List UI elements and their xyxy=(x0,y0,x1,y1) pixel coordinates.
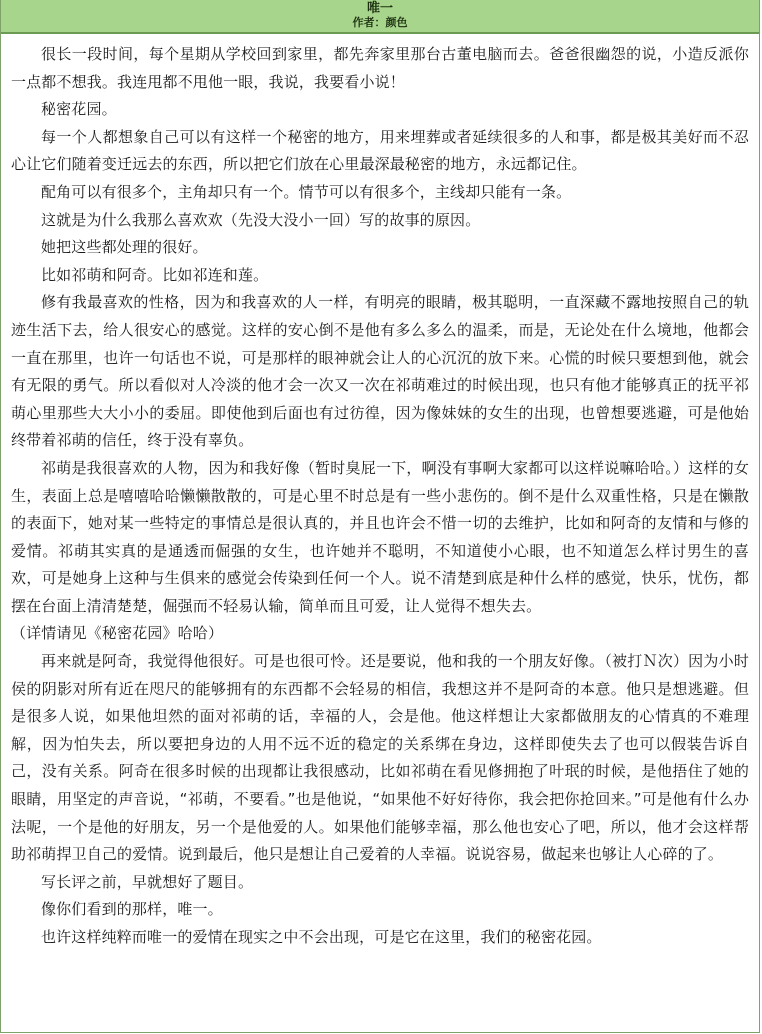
paragraph-note: （详情请见《秘密花园》哈哈） xyxy=(11,624,224,643)
paragraph: 像你们看到的那样，唯一。 xyxy=(41,900,223,919)
paragraph: 修有我最喜欢的性格，因为和我喜欢的人一样，有明亮的眼睛，极其聪明，一直深藏不露地按照自己的轨迹生活下去，给人很安心的感觉。这样的安心倒不是他有多么多么的温柔，而是，无论处在什么境地，他都会一直在那里，也许一句话也不说，可是那样的眼神就会让人的心沉沉的放下来。心慌的时候只要想到他，就会有无限的勇气。所以看似对人冷淡的他才会一次又一次在祁萌难过的时候出现，也只有他才能够真正的抚平祁萌心里那些大大小小的委屈。即使他到后面也有过彷徨，因为像妹妹的女生的出现，也曾想要逃避，可是他始终带着祁萌的信任，终于没有辜负。 xyxy=(11,293,749,450)
paragraph: 比如祁萌和阿奇。比如祁连和莲。 xyxy=(41,265,269,284)
paragraph: 很长一段时间，每个星期从学校回到家里，都先奔家里那台古董电脑而去。爸爸很幽怨的说，小造反派你一点都不想我。我连甩都不甩他一眼，我说，我要看小说！ xyxy=(11,45,749,91)
paragraph: 每一个人都想象自己可以有这样一个秘密的地方，用来埋葬或者延续很多的人和事，都是极其美好而不忍心让它们随着变迁远去的东西，所以把它们放在心里最深最秘密的地方，永远都记住。 xyxy=(11,127,749,174)
paragraph: 写长评之前，早就想好了题目。 xyxy=(41,872,254,891)
paragraph: 这就是为什么我那么喜欢欢（先没大没小一回）写的故事的原因。 xyxy=(41,210,481,229)
article-author: 作者：颜色 xyxy=(352,16,408,29)
paragraph: 也许这样纯粹而唯一的爱情在现实之中不会出现，可是它在这里，我们的秘密花园。 xyxy=(41,928,602,946)
article-body xyxy=(1,34,759,952)
paragraph: 再来就是阿奇，我觉得他很好。可是也很可怜。还是要说，他和我的一个朋友好像。（被打Ｎ次）因为小时侯的阴影对所有近在咫尺的能够拥有的东西都不会轻易的相信，我想这并不是阿奇的本意。他只是想逃避。但是很多人说，如果他坦然的面对祁萌的话，幸福的人，会是他。他这样想让大家都做朋友的心情真的不难理解，因为怕失去，所以要把身边的人用不远不近的稳定的关系绑在身边，这样即使失去了也可以假装告诉自己，没有关系。阿奇在很多时候的出现都让我很感动，比如祁萌在看见修拥抱了叶珉的时候，是他捂住了她的眼睛，用坚定的声音说，“祁萌，不要看。”也是他说，“如果他不好好待你，我会把你抢回来。”可是他有什么办法呢，一个是他的好朋友，另一个是他爱的人。如果他们能够幸福，那么他也安心了吧，所以，他才会这样帮助祁萌捍卫自己的爱情。说到最后，他只是想让自己爱着的人幸福。说说容易，做起来也够让人心碎的了。 xyxy=(11,652,749,864)
article-title: 唯一 xyxy=(366,1,393,16)
title-bar xyxy=(1,0,759,34)
paragraph: 配角可以有很多个，主角却只有一个。情节可以有很多个，主线却只能有一条。 xyxy=(41,182,572,201)
paragraph: 秘密花园。 xyxy=(41,100,117,119)
paragraph: 祁萌是我很喜欢的人物，因为和我好像（暂时臭屁一下，啊没有事啊大家都可以这样说嘛哈哈。）这样的女生，表面上总是嘻嘻哈哈懒懒散散的，可是心里不时总是有一些小悲伤的。倒不是什么双重性格，只是在懒散的表面下，她对某一些特定的事情总是很认真的，并且也许会不惜一切的去维护，比如和阿奇的友情和与修的爱情。祁萌其实真的是通透而倔强的女生，也许她并不聪明，不知道使小心眼，也不知道怎么样讨男生的喜欢，可是她身上这种与生俱来的感觉会传染到任何一个人。说不清楚到底是种什么样的感觉，快乐，忧伤，都摆在台面上清清楚楚，倔强而不轻易认输，简单而且可爱，让人觉得不想失去。 xyxy=(11,458,749,615)
paragraph: 她把这些都处理的很好。 xyxy=(41,238,208,257)
